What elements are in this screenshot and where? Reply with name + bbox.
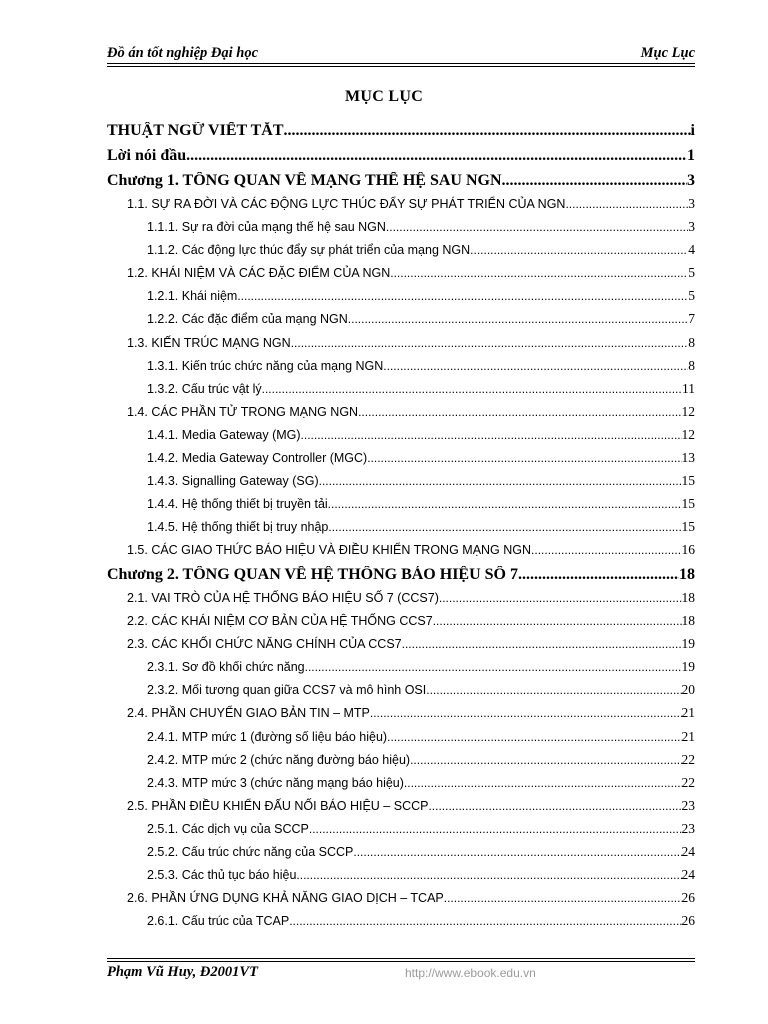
dot-leader (404, 776, 682, 790)
toc-entry[interactable] (107, 775, 695, 798)
toc-entry[interactable] (107, 196, 695, 219)
toc-entry-page: 20 (681, 682, 695, 698)
header-rule-double (107, 66, 695, 67)
toc-entry-title: Lời nói đầu (107, 147, 187, 164)
toc-entry-title: 1.2.2. Các đặc điểm của mạng NGN (147, 312, 348, 327)
toc-entry-page: 4 (688, 242, 695, 258)
toc-entry-title: 2.3.1. Sơ đồ khối chức năng (147, 660, 305, 675)
toc-entry-title: 1.4.3. Signalling Gateway (SG) (147, 474, 319, 489)
toc-entry[interactable] (107, 122, 695, 147)
dot-leader (518, 566, 679, 584)
footer-rule (107, 958, 695, 959)
toc-entry-page: 19 (681, 636, 695, 652)
dot-leader (390, 266, 688, 280)
toc-entry-page: 19 (681, 659, 695, 675)
toc-entry-page: 12 (681, 426, 695, 442)
toc-entry-page: 18 (681, 613, 695, 629)
dot-leader (502, 172, 687, 190)
toc-entry-page: 12 (681, 403, 695, 419)
dot-leader (348, 312, 688, 326)
dot-leader (328, 520, 681, 534)
toc-entry-title: 1.1.2. Các động lực thúc đẩy sự phát triển của mạng NGN (147, 243, 471, 258)
dot-leader (296, 868, 681, 882)
toc-entry-title: 2.1. VAI TRÒ CỦA HỆ THỐNG BÁO HIỆU SỐ 7 (CCS7) (127, 591, 439, 605)
toc-entry-page: 15 (681, 519, 695, 535)
toc-entry-page: 24 (681, 844, 695, 860)
toc-entry[interactable] (107, 752, 695, 775)
toc-entry[interactable] (107, 496, 695, 519)
dot-leader (291, 336, 689, 350)
toc-entry-title: 2.3.2. Mối tương quan giữa CCS7 và mô hình OSI (147, 683, 427, 698)
toc-entry-page: 13 (681, 450, 695, 466)
toc-entry[interactable] (107, 519, 695, 542)
toc-entry[interactable] (107, 566, 695, 591)
dot-leader (410, 753, 681, 767)
toc-entry[interactable] (107, 821, 695, 844)
toc-entry-title: Chương 2. TỔNG QUAN VỀ HỆ THỐNG BÁO HIỆU SỐ 7 (107, 565, 518, 583)
toc-entry[interactable] (107, 335, 695, 358)
toc-entry[interactable] (107, 358, 695, 381)
toc-entry-title: 1.3. KIẾN TRÚC MẠNG NGN (127, 335, 291, 350)
dot-leader (428, 799, 681, 813)
toc-entry[interactable] (107, 890, 695, 913)
toc-entry[interactable] (107, 427, 695, 450)
dot-leader (367, 451, 681, 465)
toc-entry[interactable] (107, 705, 695, 728)
toc-entry-title: 2.4.3. MTP mức 3 (chức năng mạng báo hiệu) (147, 775, 404, 790)
toc-entry-title: 1.4.1. Media Gateway (MG) (147, 427, 301, 442)
toc-entry-title: 2.4. PHẦN CHUYỂN GIAO BẢN TIN – MTP (127, 706, 370, 721)
toc-entry-page: 21 (681, 728, 695, 744)
toc-entry[interactable] (107, 172, 695, 197)
dot-leader (237, 289, 688, 303)
footer-rule-double (107, 961, 695, 962)
toc-entry-page: 26 (681, 913, 695, 929)
dot-leader (309, 822, 682, 836)
toc-entry-page: 26 (681, 890, 695, 906)
toc-entry[interactable] (107, 542, 695, 565)
toc-entry-page: 5 (688, 288, 695, 304)
toc-entry[interactable] (107, 798, 695, 821)
toc-entry-title: 1.3.1. Kiến trúc chức năng của mạng NGN (147, 358, 384, 373)
toc-entry[interactable] (107, 590, 695, 613)
toc-title: MỤC LỤC (344, 88, 424, 105)
toc-entry[interactable] (107, 867, 695, 890)
toc-entry[interactable] (107, 311, 695, 334)
toc-entry[interactable] (107, 913, 695, 936)
toc-entry[interactable] (107, 404, 695, 427)
toc-entry-title: 1.2.1. Khái niệm (147, 289, 238, 304)
toc-entry-title: 2.2. CÁC KHÁI NIỆM CƠ BẢN CỦA HỆ THỐNG CCS7 (127, 614, 433, 629)
toc-entry-title: 2.3. CÁC KHỐI CHỨC NĂNG CHÍNH CỦA CCS7 (127, 637, 402, 652)
toc-entry-title: 1.1.1. Sự ra đời của mạng thế hệ sau NGN (147, 220, 386, 235)
toc-entry[interactable] (107, 219, 695, 242)
toc-entry[interactable] (107, 450, 695, 473)
toc-entry[interactable] (107, 381, 695, 404)
toc-entry-page: 15 (681, 496, 695, 512)
dot-leader (186, 147, 687, 165)
dot-leader (305, 660, 682, 674)
toc-entry-page: 22 (681, 774, 695, 790)
dot-leader (444, 891, 682, 905)
toc-entry-title: THUẬT NGỮ VIẾT TẮT (107, 122, 284, 139)
toc-entry[interactable] (107, 473, 695, 496)
toc-entry-title: 1.1. SỰ RA ĐỜI VÀ CÁC ĐỘNG LỰC THÚC ĐẨY SỰ PHÁT TRIỂN CỦA NGN (127, 197, 566, 211)
toc-entry-page: 22 (681, 751, 695, 767)
toc-entry[interactable] (107, 659, 695, 682)
toc-entry-title: 2.5.2. Cấu trúc chức năng của SCCP (147, 845, 354, 860)
toc-entry-page: 21 (681, 705, 695, 721)
dot-leader (470, 243, 688, 257)
dot-leader (319, 474, 682, 488)
dot-leader (402, 637, 682, 651)
toc-entry[interactable] (107, 613, 695, 636)
dot-leader (426, 683, 681, 697)
toc-entry[interactable] (107, 242, 695, 265)
toc-entry-page: 23 (681, 820, 695, 836)
toc-entry-page: 24 (681, 867, 695, 883)
toc-entry-page: 18 (681, 590, 695, 605)
toc-entry-page: 15 (681, 473, 695, 489)
dot-leader (531, 543, 681, 557)
toc-entry-page: 3 (688, 196, 695, 211)
toc-entry-title: 1.4.4. Hệ thống thiết bị truyền tải (147, 497, 328, 512)
toc-entry-page: 8 (688, 357, 695, 373)
header-left: Đồ án tốt nghiệp Đại học (107, 45, 259, 61)
toc-entry[interactable] (107, 288, 695, 311)
dot-leader (370, 706, 682, 720)
toc-entry[interactable] (107, 844, 695, 867)
dot-leader (439, 591, 682, 605)
toc-entry-title: Chương 1. TỔNG QUAN VỀ MẠNG THẾ HỆ SAU NGN (107, 171, 502, 189)
dot-leader (433, 614, 682, 628)
toc-entry-page: i (690, 122, 695, 139)
table-of-contents (107, 122, 695, 936)
dot-leader (301, 428, 682, 442)
toc-entry-page: 5 (688, 265, 695, 281)
footer-author: Phạm Vũ Huy, Đ2001VT (107, 964, 258, 980)
toc-entry-page: 7 (688, 311, 695, 327)
toc-entry-title: 2.4.1. MTP mức 1 (đường số liệu báo hiệu) (147, 729, 388, 744)
toc-entry-title: 1.2. KHÁI NIỆM VÀ CÁC ĐẶC ĐIỂM CỦA NGN (127, 266, 391, 281)
toc-entry-title: 1.5. CÁC GIAO THỨC BÁO HIỆU VÀ ĐIỀU KHIỂN TRONG MẠNG NGN (127, 543, 532, 558)
toc-entry[interactable] (107, 636, 695, 659)
toc-entry-page: 3 (688, 219, 695, 235)
dot-leader (262, 382, 682, 396)
toc-entry-title: 1.4.2. Media Gateway Controller (MGC) (147, 451, 368, 466)
dot-leader (289, 914, 681, 928)
header-rule (107, 63, 695, 64)
toc-entry-page: 23 (681, 797, 695, 813)
dot-leader (328, 497, 682, 511)
toc-entry-page: 18 (679, 565, 695, 583)
toc-entry-page: 11 (682, 380, 695, 396)
toc-entry-page: 3 (687, 171, 695, 189)
toc-entry-page: 8 (688, 334, 695, 350)
toc-entry-title: 1.4.5. Hệ thống thiết bị truy nhập (147, 520, 329, 535)
toc-entry-title: 2.6.1. Cấu trúc của TCAP (147, 914, 290, 929)
toc-entry-title: 2.6. PHẦN ỨNG DỤNG KHẢ NĂNG GIAO DỊCH – TCAP (127, 891, 444, 906)
toc-entry[interactable] (107, 265, 695, 288)
toc-entry-title: 2.4.2. MTP mức 2 (chức năng đường báo hiệu) (147, 752, 411, 767)
toc-entry-title: 2.5.1. Các dịch vụ của SCCP (147, 821, 309, 836)
dot-leader (565, 197, 688, 211)
dot-leader (386, 220, 688, 234)
toc-entry[interactable] (107, 147, 695, 172)
toc-entry-page: 16 (681, 542, 695, 558)
toc-entry-title: 2.5.3. Các thủ tục báo hiệu (147, 868, 297, 883)
toc-entry[interactable] (107, 682, 695, 705)
dot-leader (358, 405, 681, 419)
toc-entry-title: 2.5. PHẦN ĐIỀU KHIỂN ĐẤU NỐI BÁO HIỆU – SCCP (127, 798, 429, 813)
toc-entry-title: 1.4. CÁC PHẦN TỬ TRONG MẠNG NGN (127, 404, 359, 419)
footer-url[interactable]: http://www.ebook.edu.vn (405, 966, 536, 980)
toc-entry-page: 1 (687, 147, 695, 164)
dot-leader (387, 730, 681, 744)
dot-leader (383, 359, 688, 373)
page-header (107, 40, 695, 62)
header-right: Mục Lục (640, 45, 695, 61)
dot-leader (353, 845, 681, 859)
dot-leader (284, 122, 691, 140)
toc-entry[interactable] (107, 729, 695, 752)
toc-entry-title: 1.3.2. Cấu trúc vật lý (147, 381, 262, 396)
